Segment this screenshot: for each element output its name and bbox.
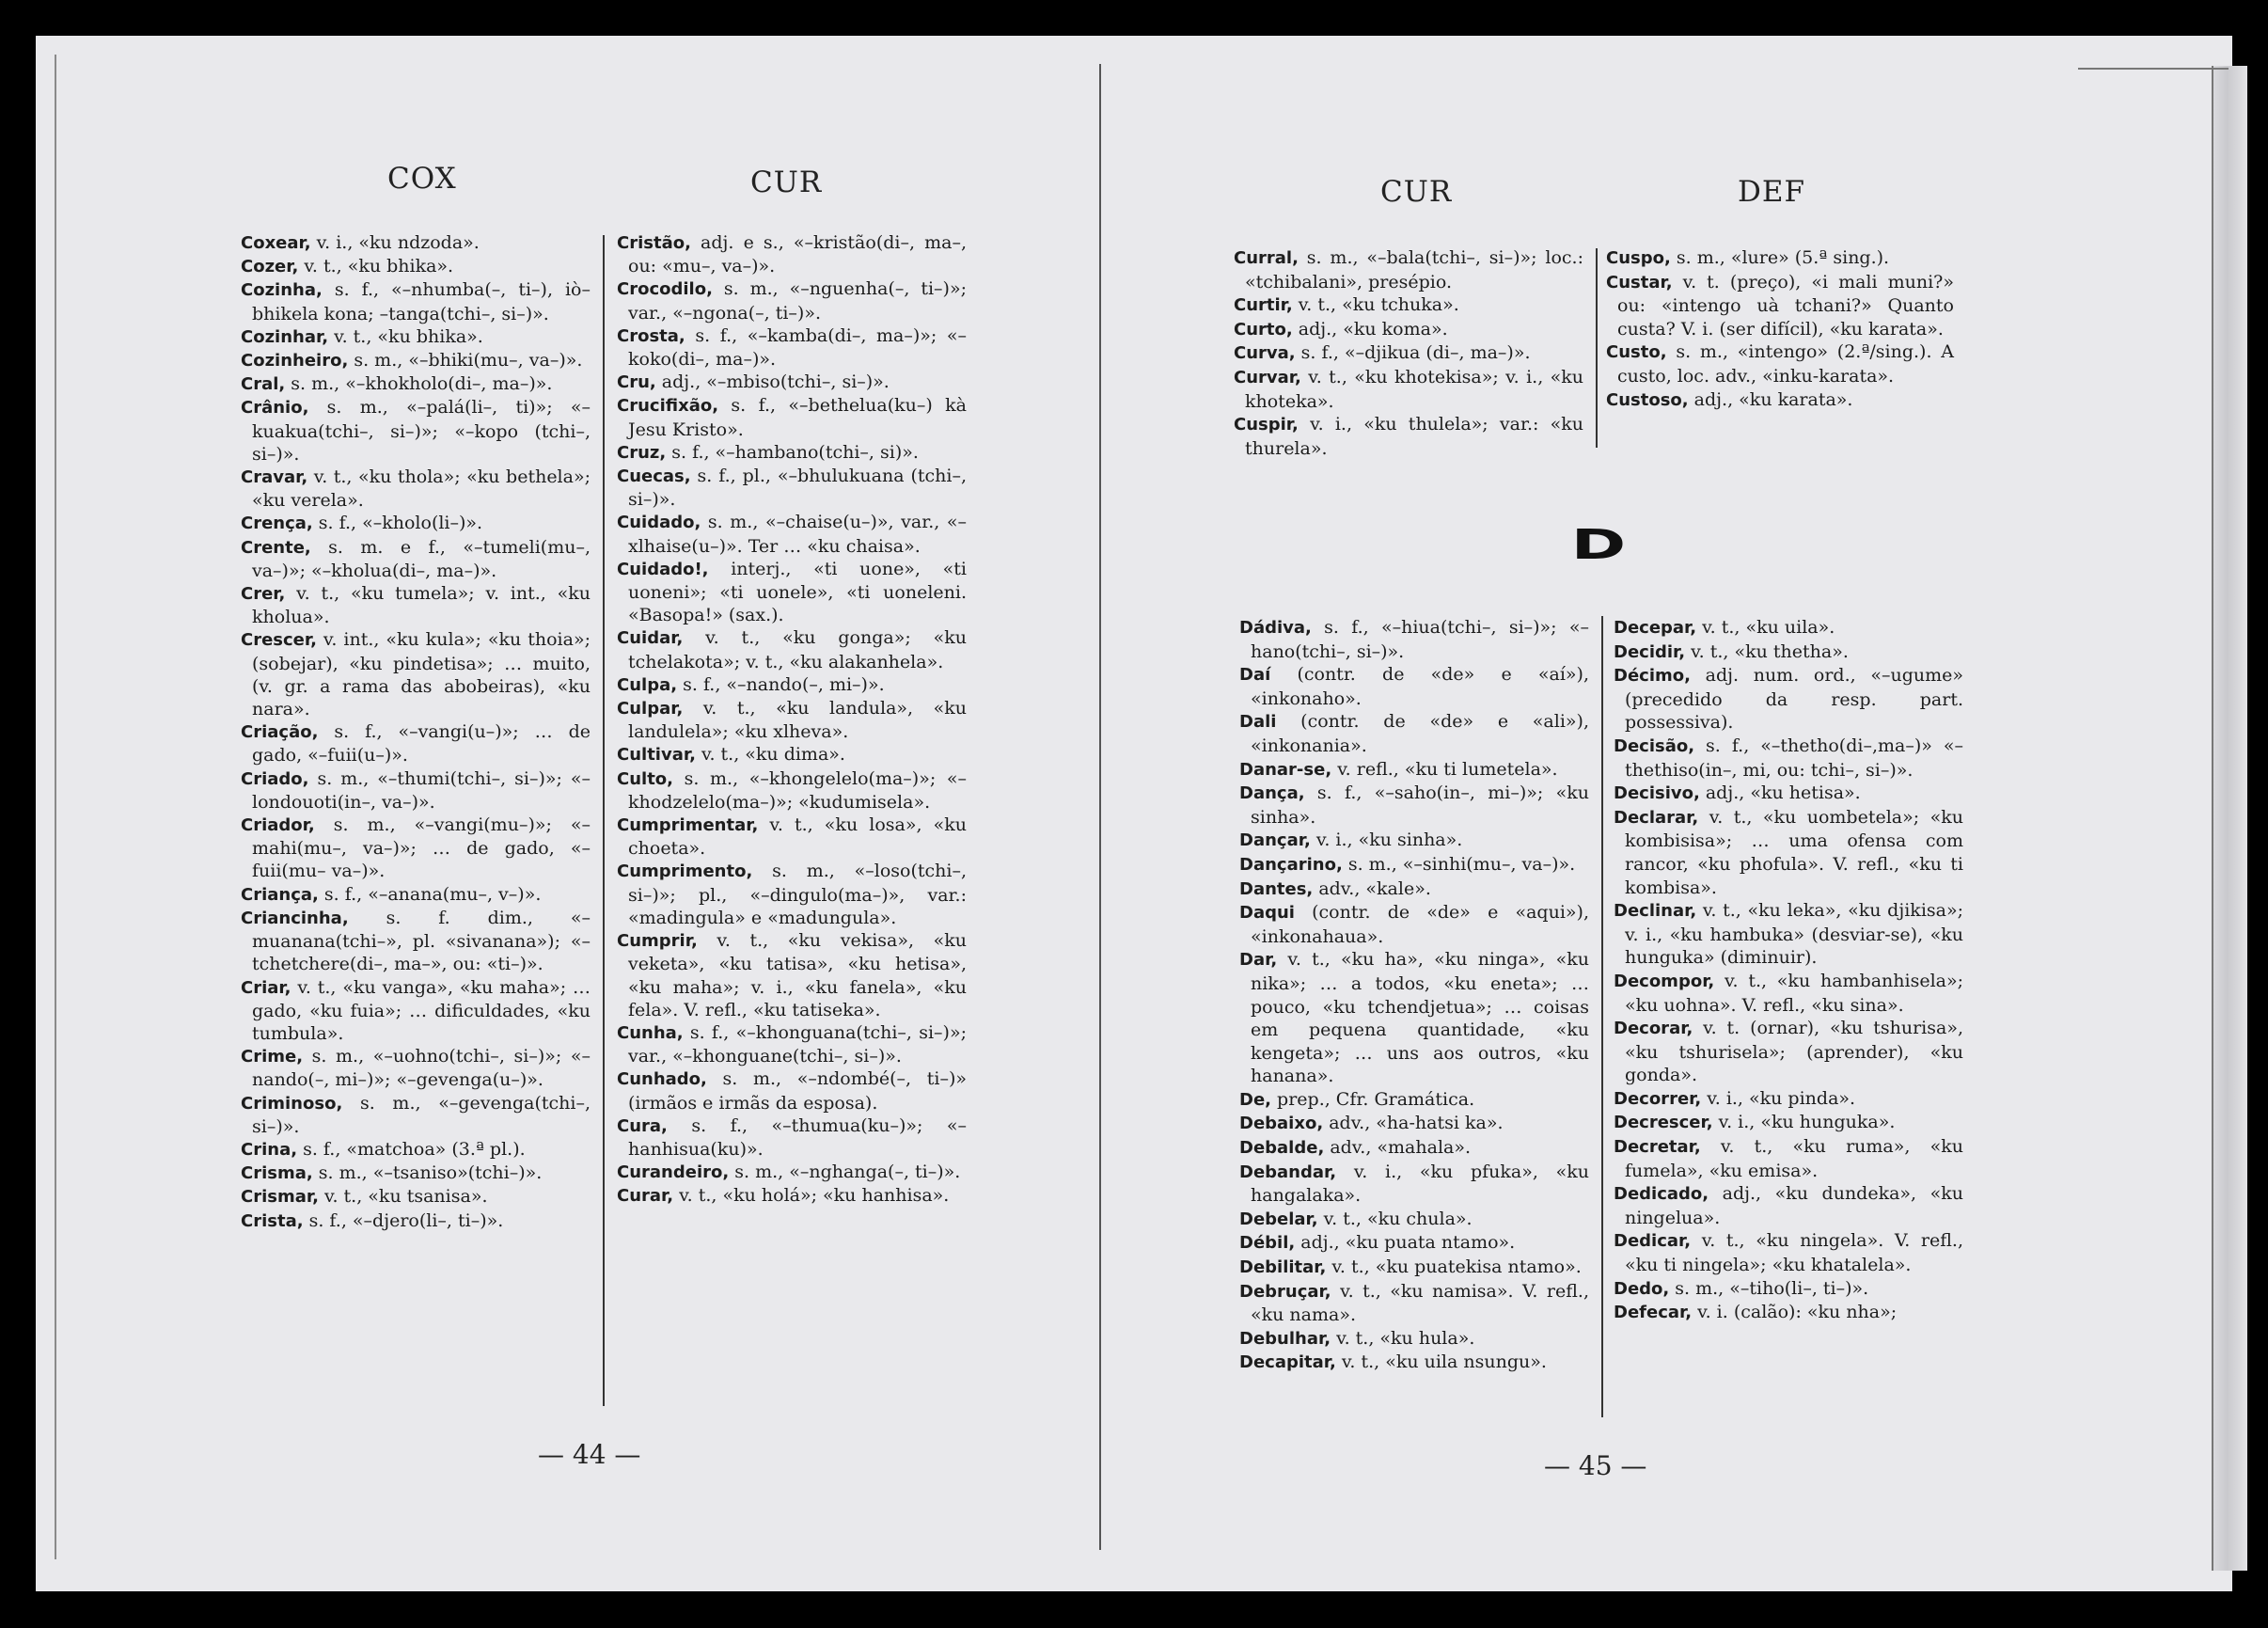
dictionary-entry — [241, 536, 591, 582]
dictionary-entry — [1614, 1135, 1963, 1182]
entry-definition: v. t., «ku leka», «ku djikisa»; v. i., «ku hambuka» (desviar-se), «ku hunguka» (diminuir). — [1625, 900, 1963, 969]
dictionary-entry — [1239, 853, 1589, 877]
entry-definition: s. f., «–djero(li–, ti–)». — [303, 1209, 504, 1231]
entry-definition: v. t., «ku uila». — [1696, 617, 1835, 638]
entry-definition: v. t., «ku thola»; «ku bethela»; «ku verela». — [252, 466, 591, 512]
entry-headword: Decapitar, — [1239, 1352, 1336, 1373]
dictionary-entry — [1606, 340, 1954, 387]
entry-headword: Cravar, — [241, 467, 308, 488]
entry-definition: s. f., «–nhumba(–, ti–), iò–bhikela kona; –tanga(tchi–, si–)». — [252, 279, 591, 324]
dictionary-entry — [617, 1021, 967, 1067]
entry-headword: Criar, — [241, 977, 291, 998]
dictionary-entry — [1234, 318, 1583, 342]
dictionary-entry — [1614, 1301, 1963, 1325]
entry-definition: s. m., «–vangi(mu–)»; «–mahi(mu–, va–)»; … de gado, «–fuii(mu– va–)». — [252, 814, 591, 882]
dictionary-entry — [1614, 1017, 1963, 1087]
entry-definition: s. f., «–saho(in–, mi–)»; «ku sinha». — [1251, 782, 1589, 828]
entry-definition: s. f., «–kamba(di–, ma–)»; «–koko(di–, ma–)». — [628, 324, 967, 371]
entry-definition: v. t., «ku tumela»; v. int., «ku kholua». — [252, 583, 591, 628]
dictionary-entry — [1606, 246, 1954, 271]
dictionary-entry — [617, 814, 967, 860]
dictionary-entry — [241, 396, 591, 466]
left-column-2 — [617, 231, 967, 1209]
entry-headword: Daqui — [1239, 903, 1295, 924]
entry-definition: adj. e s., «–kristão(di–, ma–, ou: «mu–, va–)». — [628, 232, 967, 277]
entry-definition: v. t., «ku tsanisa». — [318, 1186, 488, 1208]
dictionary-entry — [1239, 710, 1589, 757]
entry-definition: s. m., «–chaise(u–)», var., «–xlhaise(u–)». Ter … «ku chaisa». — [628, 512, 967, 557]
entry-headword: Cuidar, — [617, 628, 684, 649]
left-column-1 — [241, 231, 591, 1233]
entry-headword: Crime, — [241, 1047, 304, 1067]
dictionary-entry — [1614, 640, 1963, 665]
dictionary-entry — [617, 324, 967, 371]
entry-headword: Curto, — [1234, 319, 1293, 340]
dictionary-entry — [1239, 1112, 1589, 1136]
entry-definition: s. f., «–nando(–, mi–)». — [677, 673, 885, 695]
entry-headword: Cuecas, — [617, 466, 691, 487]
dictionary-entry — [241, 325, 591, 349]
entry-definition: s. m., «–sinhi(mu–, va–)». — [1342, 853, 1576, 875]
entry-definition: v. t., «ku chula». — [1317, 1208, 1473, 1229]
entry-definition: v. t., «ku losa», «ku choeta». — [628, 814, 967, 860]
entry-definition: adj. num. ord., «–ugume» (precedido da resp. part. possessiva). — [1625, 665, 1963, 734]
entry-headword: Cumprimentar, — [617, 815, 759, 836]
dictionary-entry — [617, 277, 967, 324]
entry-definition: s. m., «–bhiki(mu–, va–)». — [348, 350, 583, 371]
entry-headword: Custo, — [1606, 342, 1667, 363]
dictionary-entry — [1239, 829, 1589, 853]
entry-definition: s. m., «–tiho(li–, ti–)». — [1669, 1277, 1869, 1299]
dictionary-entry — [241, 814, 591, 883]
dictionary-entry — [617, 743, 967, 767]
dictionary-entry — [1614, 782, 1963, 806]
dictionary-entry — [241, 1185, 591, 1209]
entry-headword: Curandeiro, — [617, 1162, 730, 1183]
entry-definition: s. f., «–thetho(di–,ma–)» «–thethiso(in–, mi, ou: tchi–, si–)». — [1625, 735, 1963, 781]
entry-definition: v. t., «ku ruma», «ku fumela», «ku emisa». — [1625, 1136, 1963, 1181]
entry-headword: Cozer, — [241, 257, 299, 277]
entry-definition: s. f., «–vangi(u–)»; … de gado, «–fuii(u–)». — [252, 721, 591, 767]
entry-headword: Criancinha, — [241, 908, 349, 928]
right-column-2 — [1614, 616, 1963, 1325]
dictionary-entry — [1239, 782, 1589, 829]
entry-definition: s. m., «–gevenga(tchi–, si–)». — [252, 1092, 591, 1137]
dictionary-entry — [241, 1092, 591, 1138]
entry-definition: v. t., «ku hambanhisela»; «ku uohna». V. refl., «ku sina». — [1625, 970, 1963, 1016]
entry-headword: Cozinheiro, — [241, 351, 349, 371]
entry-definition: (contr. de «de» e «aí»), «inkonaho». — [1251, 664, 1589, 709]
dictionary-entry — [1234, 366, 1583, 413]
entry-definition: v. refl., «ku ti lumetela». — [1331, 758, 1558, 780]
dictionary-entry — [1606, 271, 1954, 341]
entry-definition: v. t., «ku ha», «ku ninga», «ku nika»; … a todos, «ku enetа»; … pouco, «ku tchendjetua»; … coisas em pequena quantidade, «ku kengeta»; … uns aos outros, «ku hanana». — [1251, 949, 1589, 1087]
dictionary-entry — [1614, 664, 1963, 735]
dictionary-entry — [1239, 616, 1589, 663]
entry-headword: Decisivo, — [1614, 783, 1700, 804]
dictionary-entry — [1239, 948, 1589, 1088]
entry-definition: v. t., «ku dima». — [695, 744, 845, 766]
entry-headword: Coxear, — [241, 233, 311, 253]
entry-definition: prep., Cfr. Gramática. — [1271, 1088, 1475, 1110]
entry-headword: Culpar, — [617, 699, 684, 719]
entry-headword: Dançar, — [1239, 830, 1311, 851]
entry-headword: Dedicado, — [1614, 1184, 1709, 1205]
entry-definition: s. m., «–nguenha(–, ti–)»; var., «–ngona(–, ti–)». — [628, 278, 967, 324]
entry-headword: Debulhar, — [1239, 1328, 1331, 1349]
entry-headword: Criado, — [241, 768, 309, 789]
entry-headword: Criança, — [241, 884, 319, 905]
entry-definition: v. t., «ku bhika». — [328, 325, 483, 347]
column-divider-right — [1601, 616, 1603, 1417]
entry-definition: s. f., «–anana(mu–, v–)». — [318, 883, 542, 905]
entry-headword: Crescer, — [241, 630, 317, 651]
entry-definition: adj., «ku hetisa». — [1699, 782, 1861, 804]
entry-definition: v. i., «ku pinda». — [1701, 1087, 1856, 1109]
entry-definition: v. t., «ku holá»; «ku hanhisa». — [673, 1185, 950, 1207]
entry-headword: Culto, — [617, 768, 674, 789]
entry-definition: s. m., «–loso(tchi–, si–)»; pl., «–dingulo(ma–)», var.: «madingula» e «madungula». — [628, 861, 967, 928]
entry-headword: Daí — [1239, 665, 1271, 686]
dictionary-entry — [1606, 388, 1954, 413]
dictionary-entry — [1234, 413, 1583, 460]
entry-definition: (contr. de «de» e «ali»), «inkonania». — [1251, 711, 1589, 756]
dictionary-entry — [1614, 1087, 1963, 1112]
entry-definition: v. t., «ku gonga»; «ku tchelakota»; v. t., «ku alakanhela». — [628, 627, 967, 672]
entry-headword: Debilitar, — [1239, 1257, 1327, 1278]
dictionary-entry — [617, 767, 967, 814]
dictionary-entry — [617, 697, 967, 743]
entry-definition: s. m., «–tsaniso»(tchi–)». — [312, 1162, 543, 1184]
dictionary-entry — [241, 1162, 591, 1185]
entry-headword: Decorrer, — [1614, 1088, 1702, 1109]
column-divider-right-top — [1596, 248, 1598, 448]
dictionary-entry — [617, 441, 967, 465]
entry-headword: Cuidado!, — [617, 559, 709, 579]
entry-definition: v. t. (ornar), «ku tshurisa», «ku tshurisela»; (aprender), «ku gonda». — [1625, 1018, 1963, 1086]
dictionary-entry — [1614, 735, 1963, 782]
entry-definition: adj., «ku puata ntamo». — [1295, 1232, 1516, 1254]
entry-headword: Criação, — [241, 722, 319, 743]
entry-definition: v. i., «ku sinha». — [1310, 830, 1463, 851]
entry-definition: s. m., «–palá(li–, ti)»; «–kuakua(tchi–, si–)»; «–kopo (tchi–, si–)». — [252, 397, 591, 465]
entry-headword: Decompor, — [1614, 971, 1715, 991]
entry-headword: Cuspir, — [1234, 415, 1299, 435]
entry-definition: v. t., «ku thetha». — [1685, 640, 1849, 662]
left-page-number: — 44 — — [538, 1439, 641, 1470]
dictionary-entry — [617, 1114, 967, 1161]
entry-definition: adv., «mahala». — [1324, 1137, 1472, 1159]
dictionary-entry — [241, 1045, 591, 1091]
entry-headword: Cura, — [617, 1115, 668, 1136]
right-top-column-1 — [1234, 246, 1583, 460]
entry-definition: s. f., «–thumua(ku–)»; «–hanhisua(ku)». — [628, 1114, 967, 1160]
dictionary-entry — [617, 929, 967, 1021]
entry-headword: Debalde, — [1239, 1138, 1325, 1159]
entry-definition: s. f., «–hiua(tchi–, si–)»; «–hano(tchi–, si–)». — [1251, 617, 1589, 662]
entry-definition: s. m., «–nghanga(–, ti–)». — [729, 1162, 961, 1183]
entry-headword: Cru, — [617, 372, 656, 393]
dictionary-entry — [1614, 806, 1963, 899]
entry-headword: Decisão, — [1614, 735, 1695, 756]
entry-definition: s. m., «intengo» (2.ª/sing.). A custo, loc. adv., «inku-karata». — [1617, 341, 1954, 387]
dictionary-entry — [1614, 616, 1963, 640]
entry-headword: Dali — [1239, 712, 1277, 733]
dictionary-entry — [1614, 970, 1963, 1017]
entry-definition: adv., «kale». — [1313, 877, 1431, 899]
entry-definition: v. i., «ku ndzoda». — [310, 232, 480, 253]
dictionary-entry — [617, 231, 967, 277]
right-page-number: — 45 — — [1544, 1450, 1647, 1481]
entry-definition: v. t., «ku namisa». V. refl., «ku nama». — [1251, 1280, 1589, 1326]
entry-headword: Cuidado, — [617, 513, 701, 533]
entry-headword: Decepar, — [1614, 618, 1697, 638]
entry-definition: adj., «–mbiso(tchi–, si–)». — [655, 371, 890, 393]
left-header-left: COX — [387, 162, 457, 196]
entry-definition: adj., «ku koma». — [1292, 318, 1448, 340]
dictionary-entry — [1239, 758, 1589, 782]
entry-headword: Decretar, — [1614, 1137, 1701, 1158]
dictionary-entry — [241, 1209, 591, 1233]
dictionary-entry — [241, 278, 591, 324]
dictionary-entry — [1234, 341, 1583, 366]
entry-headword: Cumprir, — [617, 931, 698, 952]
entry-definition: adj., «ku dundeka», «ku ningelua». — [1625, 1183, 1963, 1228]
dictionary-entry — [1239, 1256, 1589, 1280]
dictionary-entry — [241, 512, 591, 535]
entry-headword: Dançarino, — [1239, 854, 1343, 875]
entry-headword: Debruçar, — [1239, 1281, 1331, 1302]
entry-definition: v. t., «ku uila nsungu». — [1335, 1351, 1547, 1373]
entry-headword: Debandar, — [1239, 1162, 1337, 1182]
entry-headword: Decidir, — [1614, 641, 1686, 662]
entry-headword: Débil, — [1239, 1233, 1296, 1254]
entry-definition: s. f., «–kholo(li–)». — [312, 513, 483, 534]
entry-definition: s. f., «–bethelua(ku–) kà Jesu Kristo». — [628, 395, 967, 440]
entry-headword: Cruz, — [617, 442, 667, 463]
dictionary-entry — [617, 626, 967, 672]
entry-headword: Crisma, — [241, 1163, 313, 1184]
entry-headword: Cozinhar, — [241, 326, 329, 347]
entry-headword: Danar-se, — [1239, 759, 1332, 780]
entry-definition: s. f., «matchoa» (3.ª pl.). — [297, 1138, 526, 1160]
right-header-right: DEF — [1738, 175, 1805, 209]
entry-headword: Dedo, — [1614, 1278, 1670, 1299]
entry-headword: Criminoso, — [241, 1093, 343, 1114]
entry-headword: Declinar, — [1614, 901, 1697, 922]
column-divider-left — [603, 235, 605, 1406]
entry-definition: v. t., «ku hula». — [1331, 1327, 1475, 1349]
entry-definition: adv., «ha-hatsi ka». — [1323, 1113, 1504, 1134]
entry-definition: (contr. de «de» e «aqui»), «inkonahaua». — [1251, 902, 1589, 947]
entry-headword: Cral, — [241, 374, 286, 395]
entry-headword: Cunhado, — [617, 1069, 707, 1090]
dictionary-entry — [241, 1138, 591, 1162]
entry-headword: Debelar, — [1239, 1209, 1318, 1229]
dictionary-entry — [241, 883, 591, 907]
entry-definition: v. t., «ku vanga», «ku maha»; … gado, «ku fuia»; … dificuldades, «ku tumbula». — [252, 976, 591, 1044]
entry-definition: s. m., «–ndombé(–, ti–)» (irmãos e irmãs da esposa). — [628, 1068, 967, 1114]
left-header-right: CUR — [750, 166, 823, 199]
dictionary-entry — [617, 1184, 967, 1208]
dictionary-entry — [617, 673, 967, 697]
entry-definition: s. f., pl., «–bhulukuana (tchi–, si–)». — [628, 466, 967, 511]
entry-definition: v. int., «ku kula»; «ku thoia»; (sobejar), «ku pindetisa»; … muito, (v. gr. a rama das abobeiras), «ku nara». — [252, 629, 591, 720]
entry-headword: Dança, — [1239, 783, 1305, 804]
entry-definition: interj., «ti uone», «ti uoneni»; «ti uonele», «ti uoneleni. «Basopa!» (sax.). — [628, 558, 967, 626]
entry-headword: Cumprimento, — [617, 861, 753, 882]
entry-headword: Crocodilo, — [617, 279, 713, 300]
entry-definition: v. i., «ku pfuka», «ku hangalaka». — [1251, 1161, 1589, 1207]
dictionary-entry — [1239, 1280, 1589, 1327]
dictionary-entry — [241, 255, 591, 278]
entry-headword: Declarar, — [1614, 807, 1699, 828]
entry-headword: Cunha, — [617, 1022, 684, 1043]
top-rule — [2078, 68, 2229, 70]
entry-headword: De, — [1239, 1089, 1271, 1110]
dictionary-entry — [1239, 1231, 1589, 1256]
dictionary-entry — [617, 394, 967, 440]
entry-definition: s. f., «–khonguana(tchi–, si–)»; var., «–khonguane(tchi–, si–)». — [628, 1021, 967, 1067]
dictionary-entry — [241, 720, 591, 767]
entry-headword: Criador, — [241, 815, 315, 836]
dictionary-entry — [1614, 899, 1963, 970]
entry-definition: s. f., «–hambano(tchi–, si)». — [666, 441, 919, 463]
entry-headword: Dádiva, — [1239, 618, 1312, 638]
entry-headword: Culpa, — [617, 674, 678, 695]
entry-headword: Crista, — [241, 1210, 304, 1231]
entry-headword: Crânio, — [241, 398, 309, 419]
entry-definition: v. t., «ku landula», «ku landulela»; «ku xlheva». — [628, 698, 967, 743]
entry-definition: s. f., «–djikua (di–, ma–)». — [1295, 342, 1531, 364]
entry-definition: v. i. (calão): «ku nha»; — [1692, 1302, 1898, 1323]
dictionary-entry — [1614, 1277, 1963, 1302]
page-edge — [2212, 66, 2247, 1571]
entry-headword: Decrescer, — [1614, 1113, 1713, 1133]
dictionary-entry — [1239, 1208, 1589, 1232]
entry-headword: Cultivar, — [617, 745, 696, 766]
entry-definition: v. t., «ku uombetela»; «ku kombisisa»; … uma ofensa com rancor, «ku phofula». V. refl., «ku ti kombisa». — [1625, 806, 1963, 898]
dictionary-entry — [241, 349, 591, 372]
dictionary-entry — [241, 582, 591, 628]
entry-definition: v. t., «ku vekisa», «ku veketa», «ku tatisa», «ku hetisa», «ku maha»; v. i., «ku fanela», «ku fela». V. refl., «ku tatiseka». — [628, 930, 967, 1020]
entry-headword: Custar, — [1606, 272, 1673, 292]
entry-definition: v. i., «ku thulela»; var.: «ku thurela». — [1245, 414, 1583, 459]
entry-headword: Defecar, — [1614, 1303, 1693, 1323]
entry-definition: s. m., «–khokholo(di–, ma–)». — [285, 373, 553, 395]
dictionary-entry — [241, 767, 591, 814]
dictionary-entry — [241, 372, 591, 396]
entry-headword: Dedicar, — [1614, 1231, 1692, 1252]
entry-definition: v. i., «ku hunguka». — [1712, 1112, 1896, 1133]
dictionary-entry — [1239, 901, 1589, 948]
entry-headword: Crer, — [241, 584, 286, 605]
dictionary-entry — [1239, 1161, 1589, 1208]
dictionary-entry — [617, 860, 967, 929]
dictionary-entry — [617, 1067, 967, 1114]
entry-headword: Cuspo, — [1606, 248, 1671, 268]
entry-definition: s. m. e f., «–tumeli(mu–, va–)»; «–kholua(di–, ma–)». — [252, 536, 591, 581]
entry-headword: Custoso, — [1606, 389, 1689, 410]
entry-headword: Crismar, — [241, 1187, 319, 1208]
entry-headword: Debaixo, — [1239, 1114, 1324, 1134]
dictionary-entry — [241, 466, 591, 512]
dictionary-entry — [241, 231, 591, 255]
entry-headword: Decorar, — [1614, 1019, 1693, 1039]
entry-definition: adj., «ku karata». — [1688, 388, 1853, 410]
entry-definition: s. m., «lure» (5.ª sing.). — [1670, 247, 1890, 268]
dictionary-entry — [1239, 1088, 1589, 1113]
dictionary-entry — [617, 371, 967, 394]
dictionary-entry — [1239, 877, 1589, 902]
section-letter: D — [1570, 521, 1627, 569]
dictionary-entry — [1239, 1136, 1589, 1161]
dictionary-entry — [1239, 1327, 1589, 1351]
dictionary-entry — [1614, 1111, 1963, 1135]
dictionary-entry — [617, 558, 967, 627]
book-spine — [1099, 64, 1101, 1550]
entry-definition: s. m., «–thumi(tchi–, si–)»; «– londouoti(in–, va–)». — [252, 767, 591, 813]
dictionary-entry — [241, 628, 591, 720]
entry-headword: Cristão, — [617, 233, 691, 253]
entry-headword: Curvar, — [1234, 367, 1301, 387]
entry-headword: Décimo, — [1614, 666, 1691, 687]
entry-headword: Curar, — [617, 1186, 674, 1207]
entry-definition: s. f. dim., «–muanana(tchi–», pl. «sivanana»); «–tchetchere(di–, ma–», ou: «ti–)». — [252, 907, 591, 975]
entry-definition: s. m., «–uohno(tchi–, si–)»; «–nando(–, mi–)»; «–gevenga(u–)». — [252, 1046, 591, 1091]
entry-headword: Dar, — [1239, 950, 1278, 971]
entry-headword: Crosta, — [617, 325, 685, 346]
entry-definition: v. t., «ku bhika». — [298, 256, 454, 277]
dictionary-entry — [241, 976, 591, 1046]
dictionary-entry — [617, 465, 967, 511]
frame-line — [55, 55, 56, 1559]
entry-headword: Crença, — [241, 514, 313, 534]
dictionary-entry — [1239, 1351, 1589, 1375]
entry-definition: v. t., «ku khotekisa»; v. i., «ku khoteka». — [1245, 366, 1583, 412]
entry-headword: Crina, — [241, 1139, 298, 1160]
entry-headword: Curtir, — [1234, 295, 1293, 316]
dictionary-entry — [617, 511, 967, 557]
entry-definition: v. t., «ku tchuka». — [1292, 294, 1459, 316]
dictionary-entry — [1239, 663, 1589, 710]
dictionary-entry — [241, 907, 591, 976]
entry-headword: Curral, — [1234, 248, 1299, 268]
dictionary-entry — [617, 1161, 967, 1184]
dictionary-entry — [1614, 1229, 1963, 1276]
dictionary-entry — [1234, 246, 1583, 293]
entry-definition: v. t., «ku puatekisa ntamo». — [1326, 1257, 1582, 1278]
entry-definition: s. m., «–khongelelo(ma–)»; «–khodzelelo(ma–)»; «kudumisela». — [628, 767, 967, 813]
entry-headword: Crente, — [241, 537, 311, 558]
entry-headword: Crucifixão, — [617, 396, 719, 417]
entry-definition: v. t. (preço), «i mali muni?» ou: «intengo uà tchani?» Quanto custa? V. i. (ser difícil), «ku karata». — [1617, 271, 1954, 340]
right-header-left: CUR — [1380, 175, 1453, 209]
entry-definition: s. m., «–bala(tchi–, si–)»; loc.: «tchibalani», presépio. — [1245, 247, 1583, 292]
entry-headword: Dantes, — [1239, 878, 1314, 899]
right-top-column-2 — [1606, 246, 1954, 412]
dictionary-entry — [1614, 1182, 1963, 1229]
entry-headword: Cozinha, — [241, 280, 323, 301]
right-column-1 — [1239, 616, 1589, 1375]
dictionary-entry — [1234, 293, 1583, 318]
entry-definition: v. t., «ku ningela». V. refl., «ku ti ningela»; «ku khatalela». — [1625, 1230, 1963, 1276]
entry-headword: Curva, — [1234, 343, 1296, 364]
